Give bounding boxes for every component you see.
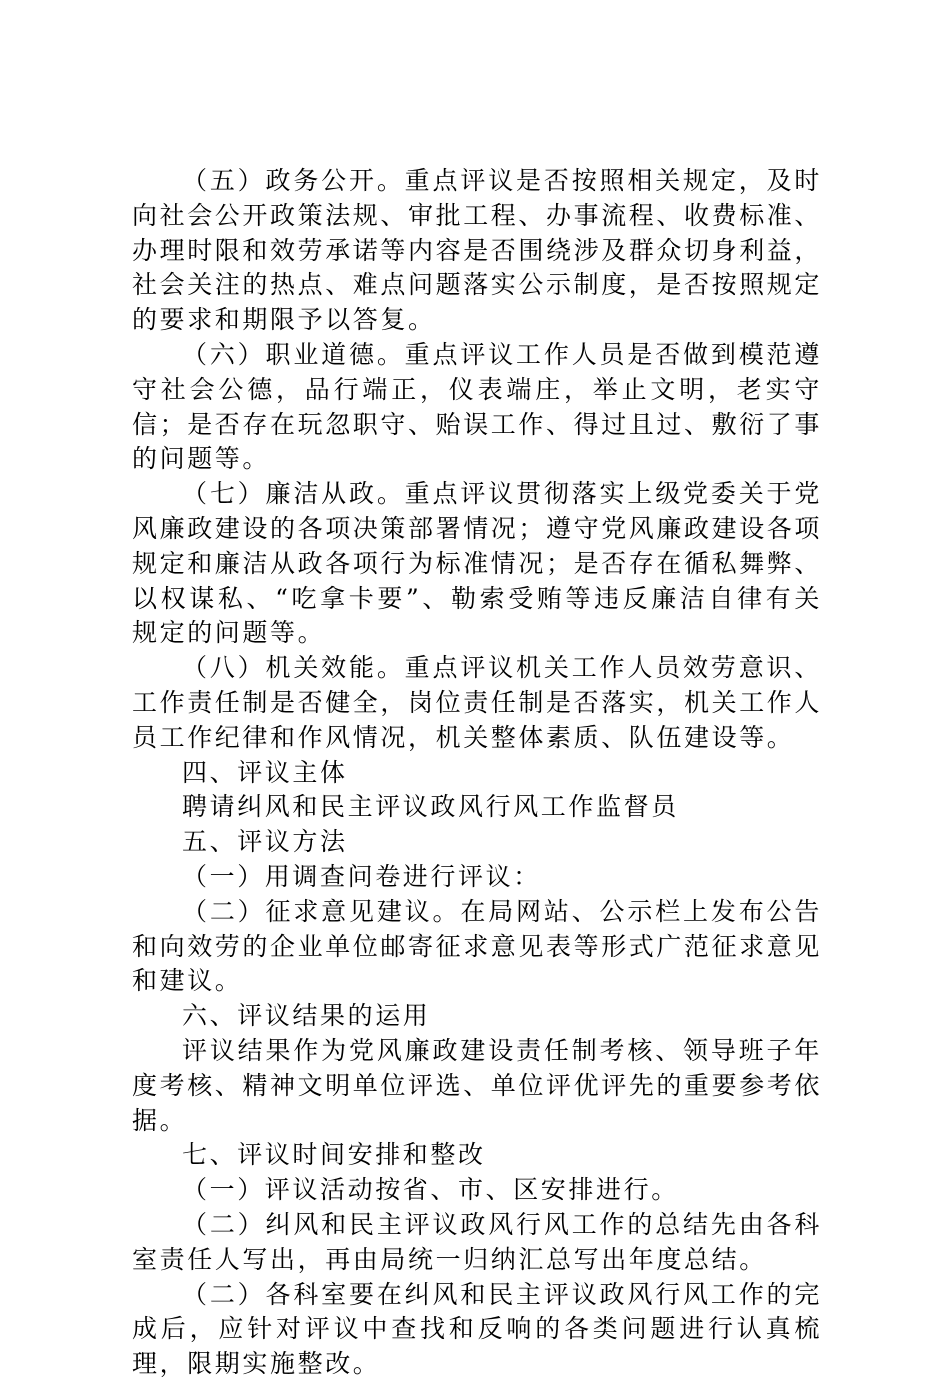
paragraph-method-questionnaire: （一）用调查问卷进行评议： bbox=[182, 861, 541, 891]
heading-evaluation-subject: 四、评议主体 bbox=[182, 757, 348, 787]
heading-evaluation-method: 五、评议方法 bbox=[182, 827, 348, 857]
paragraph-government-affairs-openness: （五）政务公开。重点评议是否按照相关规定，及时向社会公开政策法规、审批工程、办事流程、收费标准、办理时限和效劳承诺等内容是否围绕涉及群众切身利益，社会关注的热点、难点问题落实公示制度，是否按照规定的要求和期限予以答复。 bbox=[132, 166, 823, 335]
paragraph-method-solicit-opinions: （二）征求意见建议。在局网站、公示栏上发布公告和向效劳的企业单位邮寄征求意见表等形式广范征求意见和建议。 bbox=[132, 896, 823, 996]
paragraph-rectification: （二）各科室要在纠风和民主评议政风行风工作的完成后，应针对评议中查找和反响的各类问题进行认真梳理，限期实施整改。 bbox=[132, 1279, 822, 1379]
paragraph-professional-ethics: （六）职业道德。重点评议工作人员是否做到模范遵守社会公德，品行端正，仪表端庄，举止文明，老实守信；是否存在玩忽职守、贻误工作、得过且过、敷衍了事的问题等。 bbox=[132, 339, 823, 474]
paragraph-schedule: （一）评议活动按省、市、区安排进行。 bbox=[182, 1175, 679, 1205]
document-body bbox=[132, 164, 822, 1382]
paragraph-use-of-results: 评议结果作为党风廉政建设责任制考核、领导班子年度考核、精神文明单位评选、单位评优评先的重要参考依据。 bbox=[132, 1035, 823, 1135]
heading-schedule-and-rectification: 七、评议时间安排和整改 bbox=[182, 1140, 486, 1170]
paragraph-office-efficiency: （八）机关效能。重点评议机关工作人员效劳意识、工作责任制是否健全，岗位责任制是否落实，机关工作人员工作纪律和作风情况，机关整体素质、队伍建设等。 bbox=[132, 653, 823, 752]
heading-use-of-results: 六、评议结果的运用 bbox=[182, 1001, 431, 1031]
paragraph-evaluation-subject: 聘请纠风和民主评议政风行风工作监督员 bbox=[182, 792, 679, 822]
paragraph-integrity-in-government: （七）廉洁从政。重点评议贯彻落实上级党委关于党风廉政建设的各项决策部署情况；遵守党风廉政建设各项规定和廉洁从政各项行为标准情况；是否存在循私舞弊、以权谋私、“吃拿卡要”、勒索受贿等违反廉洁自律有关规定的问题等。 bbox=[132, 479, 823, 648]
paragraph-summary: （二）纠风和民主评议政风行风工作的总结先由各科室责任人写出，再由局统一归纳汇总写出年度总结。 bbox=[132, 1209, 822, 1274]
